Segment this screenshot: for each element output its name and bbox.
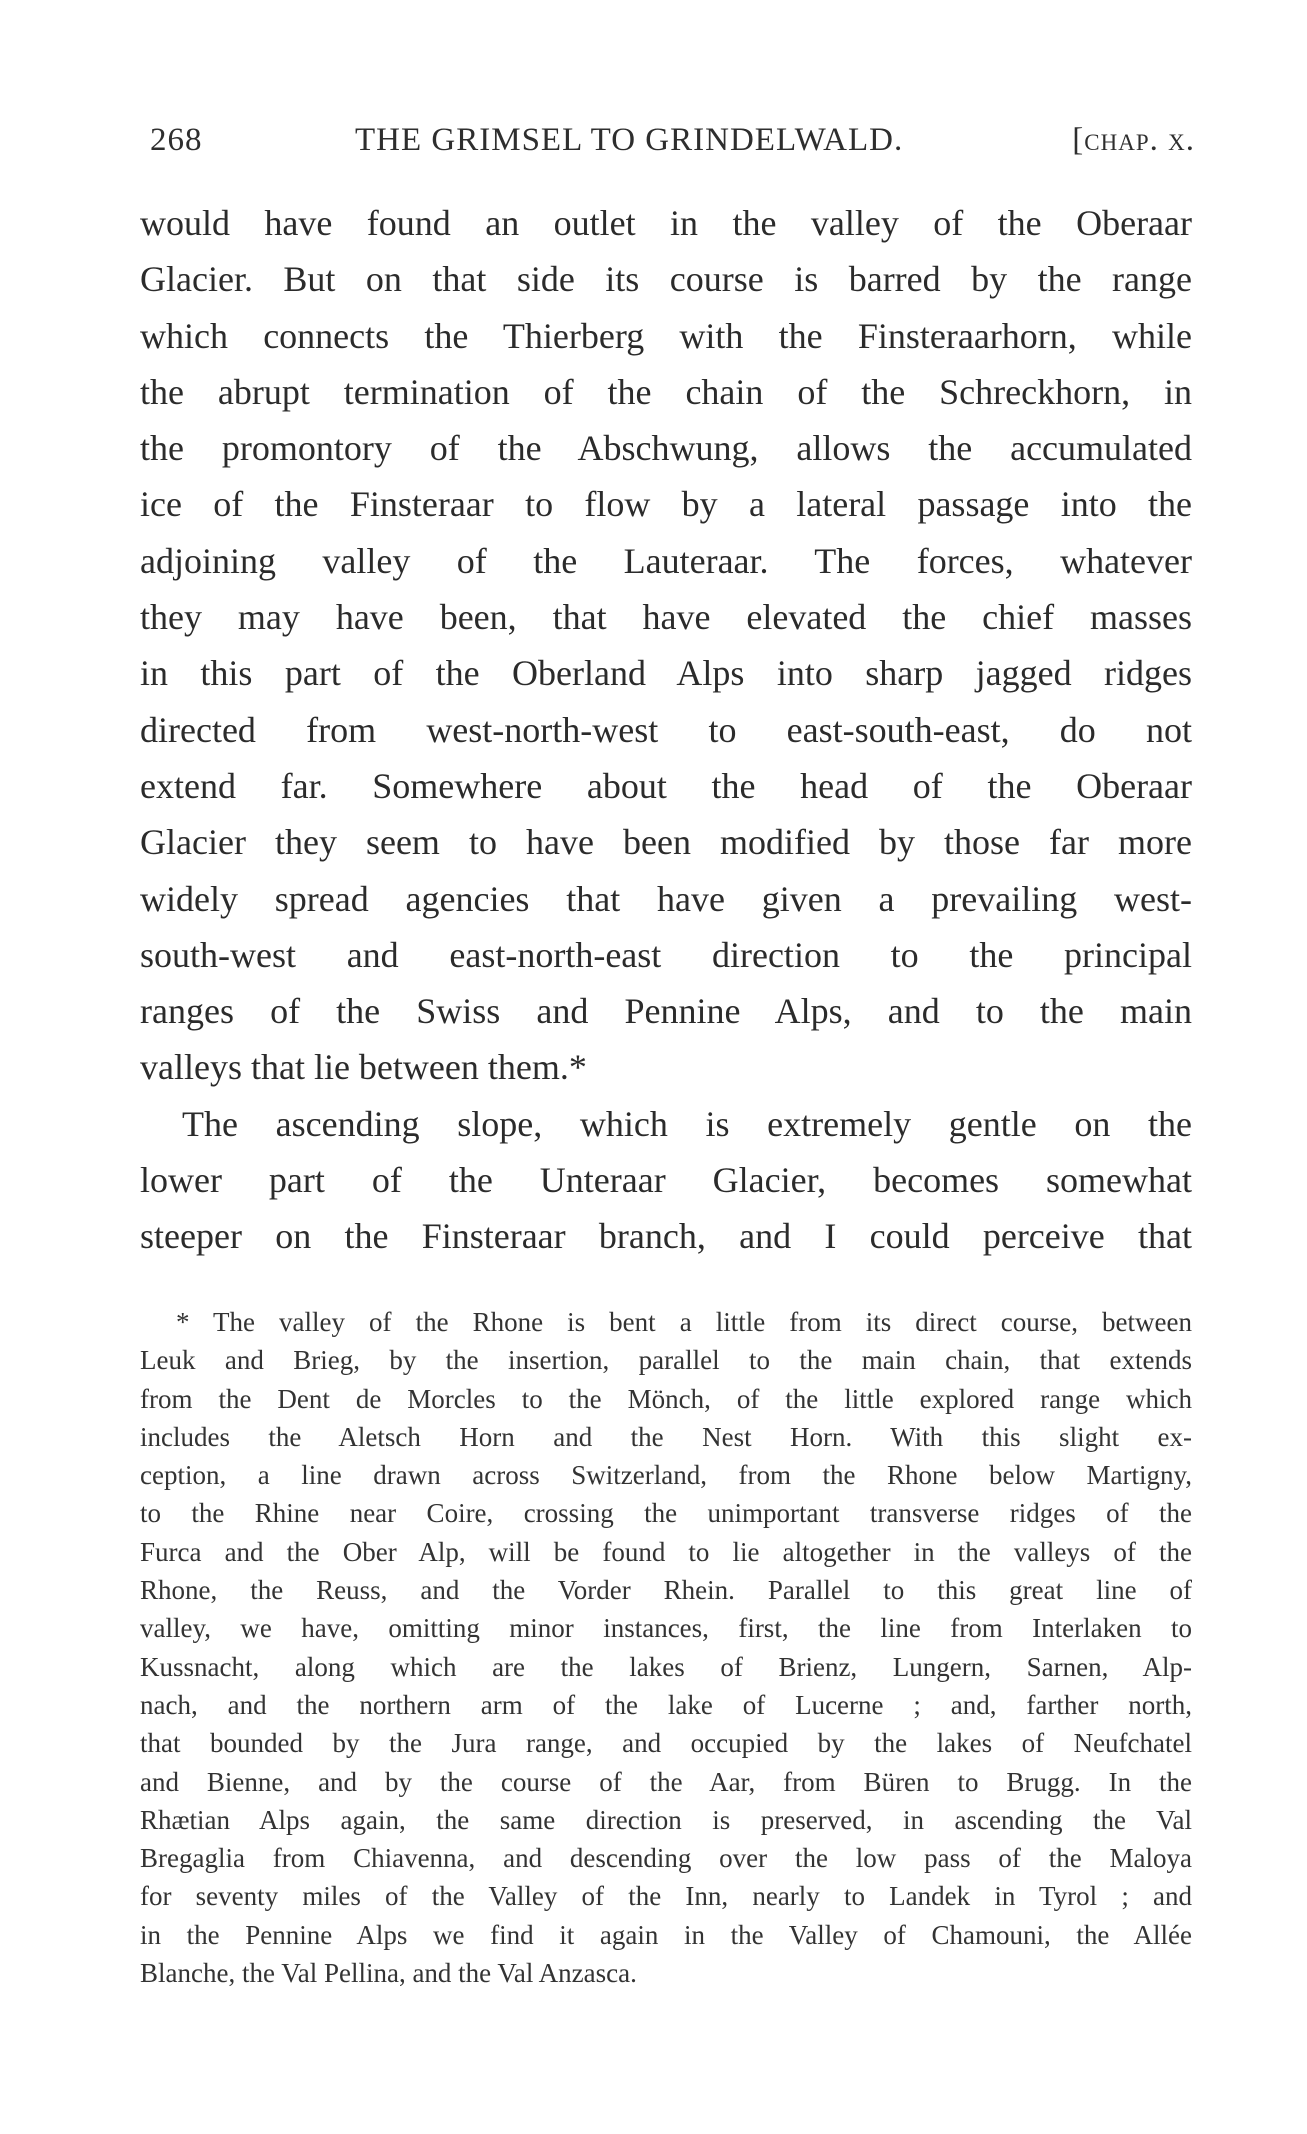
footnote-line: Kussnacht, along which are the lakes of Brienz, Lungern, Sarnen, Alp- <box>140 1651 1192 1682</box>
footnote-line: valley, we have, omitting minor instances, first, the line from Interlaken to <box>140 1613 1192 1644</box>
text-line: would have found an outlet in the valley of the Oberaar <box>140 203 1192 243</box>
footnote-line: * The valley of the Rhone is bent a little from its direct course, between <box>176 1307 1192 1337</box>
footnote-line: from the Dent de Morcles to the Mönch, of the little explored range which <box>140 1383 1192 1414</box>
text-line: the abrupt termination of the chain of the Schreckhorn, in <box>140 371 1192 412</box>
text-line: south-west and east-north-east direction to the principal <box>140 934 1192 975</box>
footnote-line: and Bienne, and by the course of the Aar, from Büren to Brugg. In the <box>140 1766 1192 1797</box>
text-line: steeper on the Finsteraar branch, and I could perceive that <box>140 1216 1192 1257</box>
footnote-line: includes the Aletsch Horn and the Nest Horn. With this slight ex- <box>140 1421 1192 1452</box>
footnote-line: to the Rhine near Coire, crossing the unimportant transverse ridges of the <box>140 1498 1192 1529</box>
chapter-reference: [chap. x. <box>1072 122 1195 158</box>
main-text <box>140 195 1192 1265</box>
running-title: THE GRIMSEL TO GRINDELWALD. <box>355 122 904 158</box>
footnote-line: for seventy miles of the Valley of the Inn, nearly to Landek in Tyrol ; and <box>140 1881 1192 1912</box>
text-line: the promontory of the Abschwung, allows the accumulated <box>140 428 1192 469</box>
text-line: widely spread agencies that have given a prevailing west- <box>140 878 1192 919</box>
text-line: adjoining valley of the Lauteraar. The forces, whatever <box>140 540 1192 581</box>
footnote-line: in the Pennine Alps we find it again in the Valley of Chamouni, the Allée <box>140 1919 1192 1950</box>
paragraph-start-line: The ascending slope, which is extremely gentle on the <box>182 1103 1192 1144</box>
footnote-line: Rhætian Alps again, the same direction is preserved, in ascending the Val <box>140 1804 1192 1835</box>
footnote-line: Bregaglia from Chiavenna, and descending over the low pass of the Maloya <box>140 1843 1192 1874</box>
text-line: directed from west-north-west to east-south-east, do not <box>140 709 1192 750</box>
text-line: lower part of the Unteraar Glacier, becomes somewhat <box>140 1160 1192 1201</box>
footnote-line: Blanche, the Val Pellina, and the Val Anzasca. <box>140 1958 637 1989</box>
page-number: 268 <box>150 122 203 158</box>
text-line: they may have been, that have elevated the chief masses <box>140 597 1192 638</box>
footnote-line: that bounded by the Jura range, and occupied by the lakes of Neufchatel <box>140 1728 1192 1759</box>
footnote-line: Furca and the Ober Alp, will be found to lie altogether in the valleys of the <box>140 1536 1192 1567</box>
footnote-line: ception, a line drawn across Switzerland, from the Rhone below Martigny, <box>140 1460 1192 1491</box>
footnote-line: Rhone, the Reuss, and the Vorder Rhein. Parallel to this great line of <box>140 1575 1192 1606</box>
text-line: ice of the Finsteraar to flow by a lateral passage into the <box>140 484 1192 525</box>
text-line: which connects the Thierberg with the Finsteraarhorn, while <box>140 315 1192 356</box>
paragraph-end-line: valleys that lie between them.* <box>140 1047 587 1088</box>
text-line: ranges of the Swiss and Pennine Alps, and to the main <box>140 991 1192 1032</box>
text-line: extend far. Somewhere about the head of the Oberaar <box>140 765 1192 806</box>
page-header <box>150 118 1195 162</box>
footnote-line: nach, and the northern arm of the lake of Lucerne ; and, farther north, <box>140 1689 1192 1720</box>
text-line: Glacier they seem to have been modified by those far more <box>140 822 1192 863</box>
footnote-line: Leuk and Brieg, by the insertion, parallel to the main chain, that extends <box>140 1345 1192 1376</box>
text-line: in this part of the Oberland Alps into sharp jagged ridges <box>140 653 1192 694</box>
text-line: Glacier. But on that side its course is barred by the range <box>140 259 1192 300</box>
footnote <box>140 1303 1192 1992</box>
